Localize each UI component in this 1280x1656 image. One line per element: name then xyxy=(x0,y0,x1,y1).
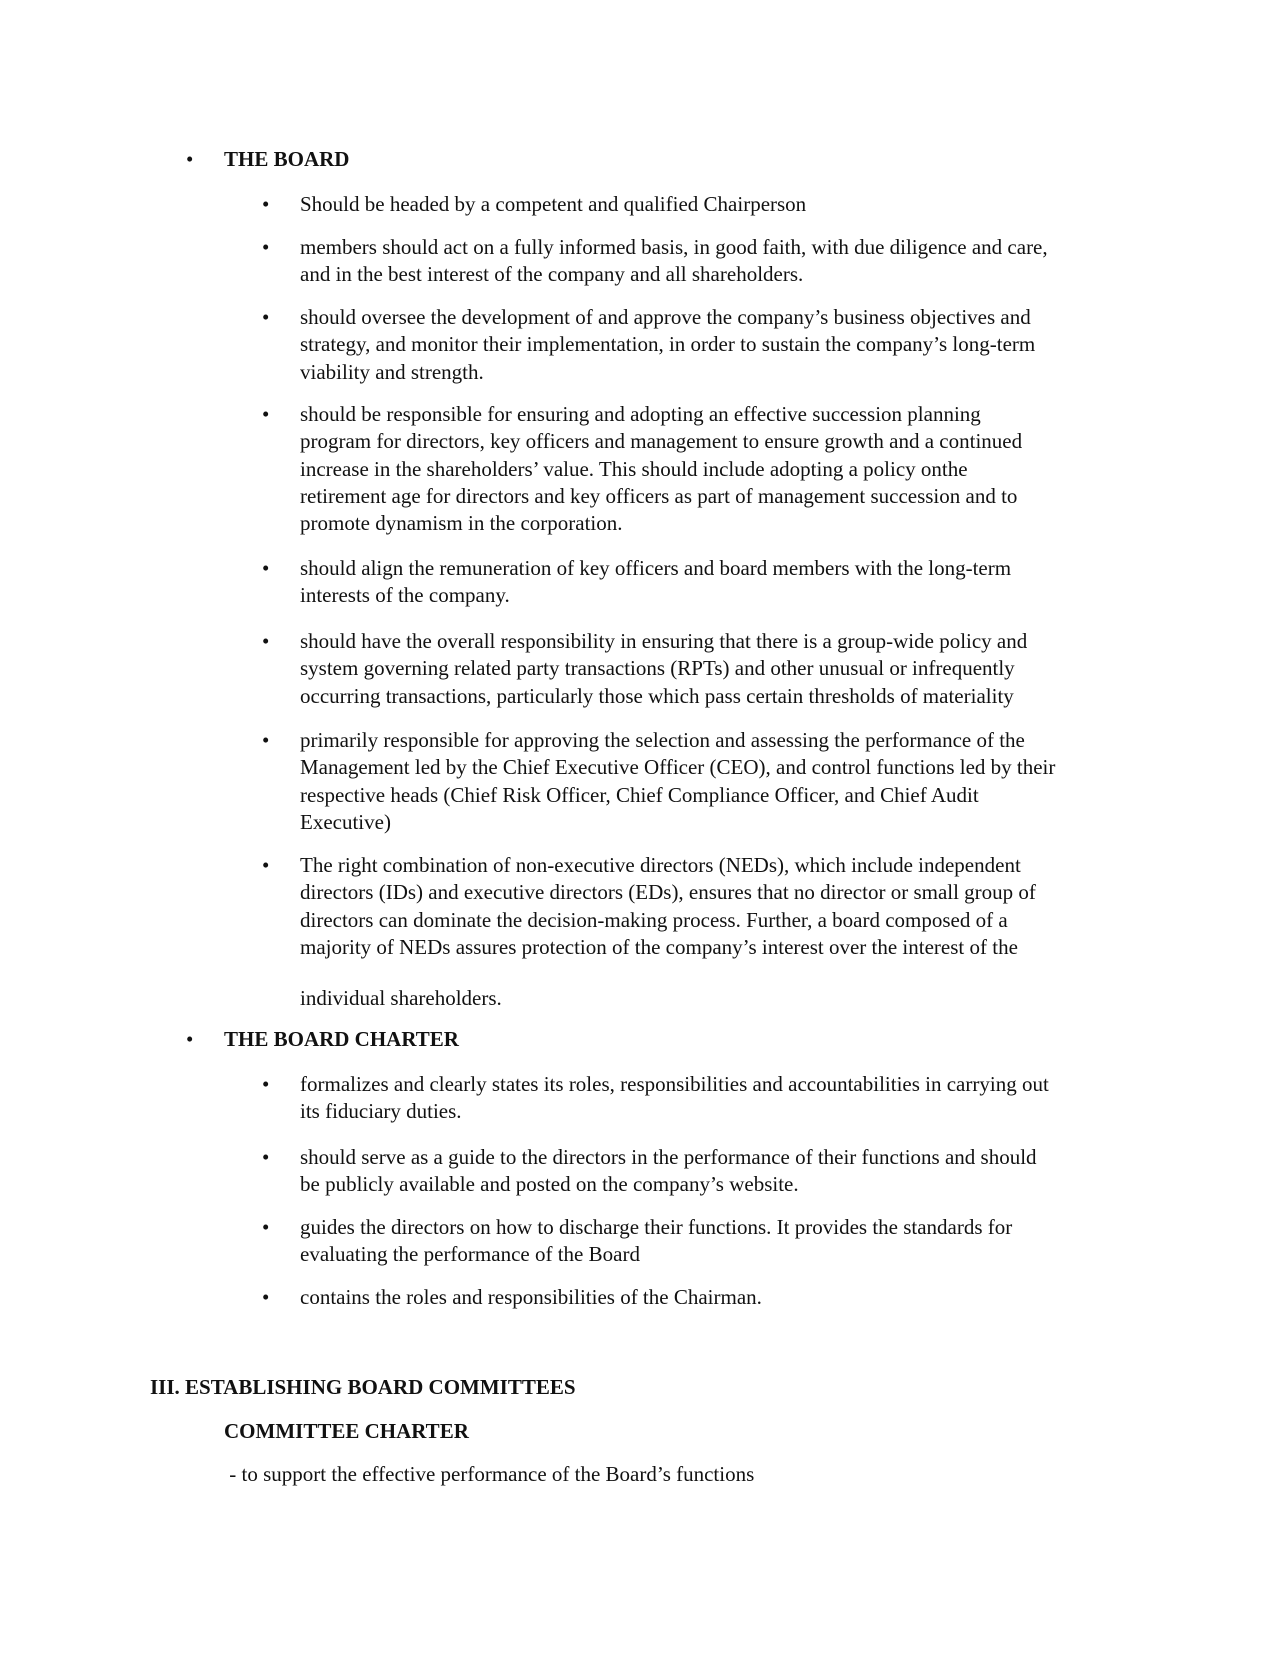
list-item-text: should be responsible for ensuring and adopting an effective succession planning program for directors, key officers and management to ensure growth and a continued increase in the shareholders’ value. This should include adopting a policy onthe retirement age for directors and key officers as part of management succession and to promote dynamism in the corporation. xyxy=(300,402,1023,536)
section-title: THE BOARD xyxy=(224,147,350,171)
list-item-text: should align the remuneration of key officers and board members with the long-term interests of the company. xyxy=(300,556,1012,608)
bullet-icon: • xyxy=(262,1285,270,1309)
list-item-text: formalizes and clearly states its roles, responsibilities and accountabilities in carrying out its fiduciary duties. xyxy=(300,1072,1049,1124)
bullet-icon: • xyxy=(262,1072,270,1096)
list-item-text: Should be headed by a competent and qualified Chairperson xyxy=(300,192,807,216)
bullet-icon: • xyxy=(262,556,270,580)
bullet-icon: • xyxy=(262,853,270,877)
list-item-text: members should act on a fully informed basis, in good faith, with due diligence and care, and in the best interest of the company and all shareholders. xyxy=(300,235,1048,287)
list-item-text: should oversee the development of and approve the company’s business objectives and strategy, and monitor their implementation, in order to sustain the company’s long-term viability and strength. xyxy=(300,305,1036,384)
bullet-icon: • xyxy=(262,629,270,653)
bullet-icon: • xyxy=(262,192,270,216)
bullet-icon: • xyxy=(186,147,194,171)
list-item-text: primarily responsible for approving the selection and assessing the performance of the Management led by the Chief Executive Officer (CEO), and control functions led by their respective heads (Chief Risk Officer, Chief Compliance Officer, and Chief Audit Executive) xyxy=(300,728,1056,834)
bullet-icon: • xyxy=(262,1215,270,1239)
list-item-text: The right combination of non-executive directors (NEDs), which include independent directors (IDs) and executive directors (EDs), ensures that no director or small group of directors can dominate the decision-making process. Further, a board composed of a majority of NEDs assures protection of the company’s interest over the interest of the xyxy=(300,853,1036,959)
bullet-icon: • xyxy=(262,728,270,752)
bullet-icon: • xyxy=(262,402,270,426)
bullet-icon: • xyxy=(262,235,270,259)
list-item-text: should serve as a guide to the directors in the performance of their functions and should be publicly available and posted on the company’s website. xyxy=(300,1145,1037,1197)
bullet-icon: • xyxy=(186,1027,194,1051)
committee-charter-heading: COMMITTEE CHARTER xyxy=(224,1419,469,1443)
section-title: THE BOARD CHARTER xyxy=(224,1027,459,1051)
list-item-text: contains the roles and responsibilities of the Chairman. xyxy=(300,1285,762,1309)
part-heading: III. ESTABLISHING BOARD COMMITTEES xyxy=(150,1375,576,1399)
list-item-continuation: individual shareholders. xyxy=(300,986,502,1010)
list-item-text: guides the directors on how to discharge their functions. It provides the standards for evaluating the performance of the Board xyxy=(300,1215,1013,1267)
bullet-icon: • xyxy=(262,305,270,329)
list-item-text: should have the overall responsibility in ensuring that there is a group-wide policy and system governing related party transactions (RPTs) and other unusual or infrequently occurring transactions, particularly those which pass certain thresholds of materiality xyxy=(300,629,1028,708)
bullet-icon: • xyxy=(262,1145,270,1169)
committee-charter-line: - to support the effective performance of the Board’s functions xyxy=(224,1462,755,1486)
